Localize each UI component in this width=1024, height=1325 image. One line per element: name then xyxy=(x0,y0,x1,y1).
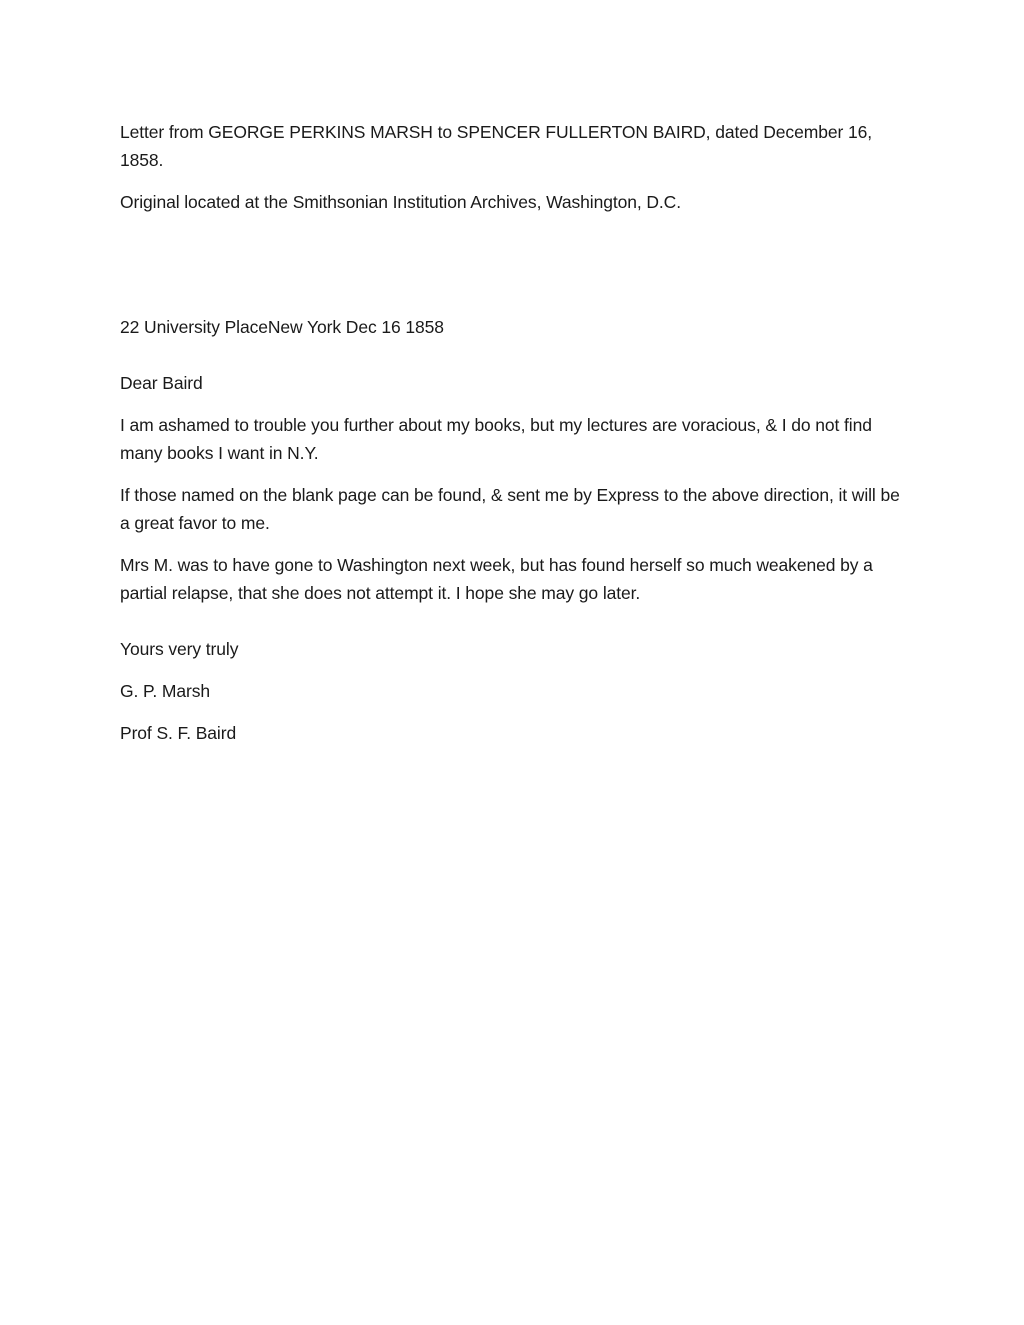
letter-recipient: Prof S. F. Baird xyxy=(120,723,237,743)
letter-paragraph-3: Mrs M. was to have gone to Washington next week, but has found herself so much weakened by a partial relapse, that she does not attempt it. I hope she may go later. xyxy=(120,555,873,603)
letter-address-date: 22 University PlaceNew York Dec 16 1858 xyxy=(120,317,444,337)
document-body xyxy=(120,118,900,747)
letter-signature: G. P. Marsh xyxy=(120,681,210,701)
letter-closing: Yours very truly xyxy=(120,639,239,659)
letter-salutation: Dear Baird xyxy=(120,373,203,393)
document-title-line: Letter from GEORGE PERKINS MARSH to SPENCER FULLERTON BAIRD, dated December 16, 1858. xyxy=(120,122,872,170)
letter-paragraph-2: If those named on the blank page can be found, & sent me by Express to the above direction, it will be a great favor to me. xyxy=(120,485,900,533)
source-note: Original located at the Smithsonian Institution Archives, Washington, D.C. xyxy=(120,192,681,212)
letter-paragraph-1: I am ashamed to trouble you further about my books, but my lectures are voracious, & I do not find many books I want in N.Y. xyxy=(120,415,872,463)
